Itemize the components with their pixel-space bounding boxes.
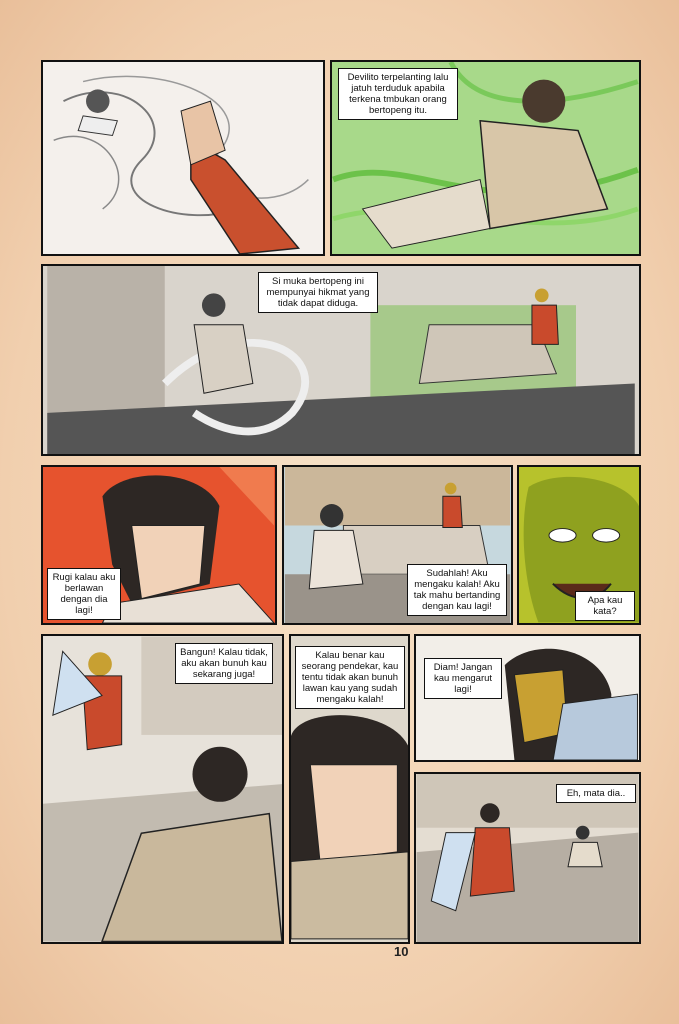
caption-panel-3: Si muka bertopeng ini mempunyai hikmat yang tidak dapat diduga. — [258, 272, 378, 313]
caption-panel-9: Diam! Jangan kau mengarut lagi! — [424, 658, 502, 699]
caption-panel-7: Bangun! Kalau tidak, aku akan bunuh kau sekarang juga! — [175, 643, 273, 684]
panel-8 — [289, 634, 410, 944]
panel-10 — [414, 772, 641, 944]
page-number: 10 — [394, 944, 409, 959]
panel-5 — [282, 465, 513, 625]
panel-1-art — [43, 62, 323, 254]
panel-7 — [41, 634, 284, 944]
caption-panel-10: Eh, mata dia.. — [556, 784, 636, 803]
caption-panel-5: Sudahlah! Aku mengaku kalah! Aku tak mahu bertanding dengan kau lagi! — [407, 564, 507, 616]
panel-3 — [41, 264, 641, 456]
caption-panel-6: Apa kau kata? — [575, 591, 635, 621]
panel-4 — [41, 465, 277, 625]
caption-panel-8: Kalau benar kau seorang pendekar, kau tentu tidak akan bunuh lawan kau yang sudah mengaku kalah! — [295, 646, 405, 709]
caption-panel-2: Devilito terpelanting lalu jatuh terduduk apabila terkena tmbukan orang bertopeng itu. — [338, 68, 458, 120]
caption-panel-4: Rugi kalau aku berlawan dengan dia lagi! — [47, 568, 121, 620]
panel-1 — [41, 60, 325, 256]
panel-9 — [414, 634, 641, 762]
panel-6 — [517, 465, 641, 625]
panel-2 — [330, 60, 641, 256]
